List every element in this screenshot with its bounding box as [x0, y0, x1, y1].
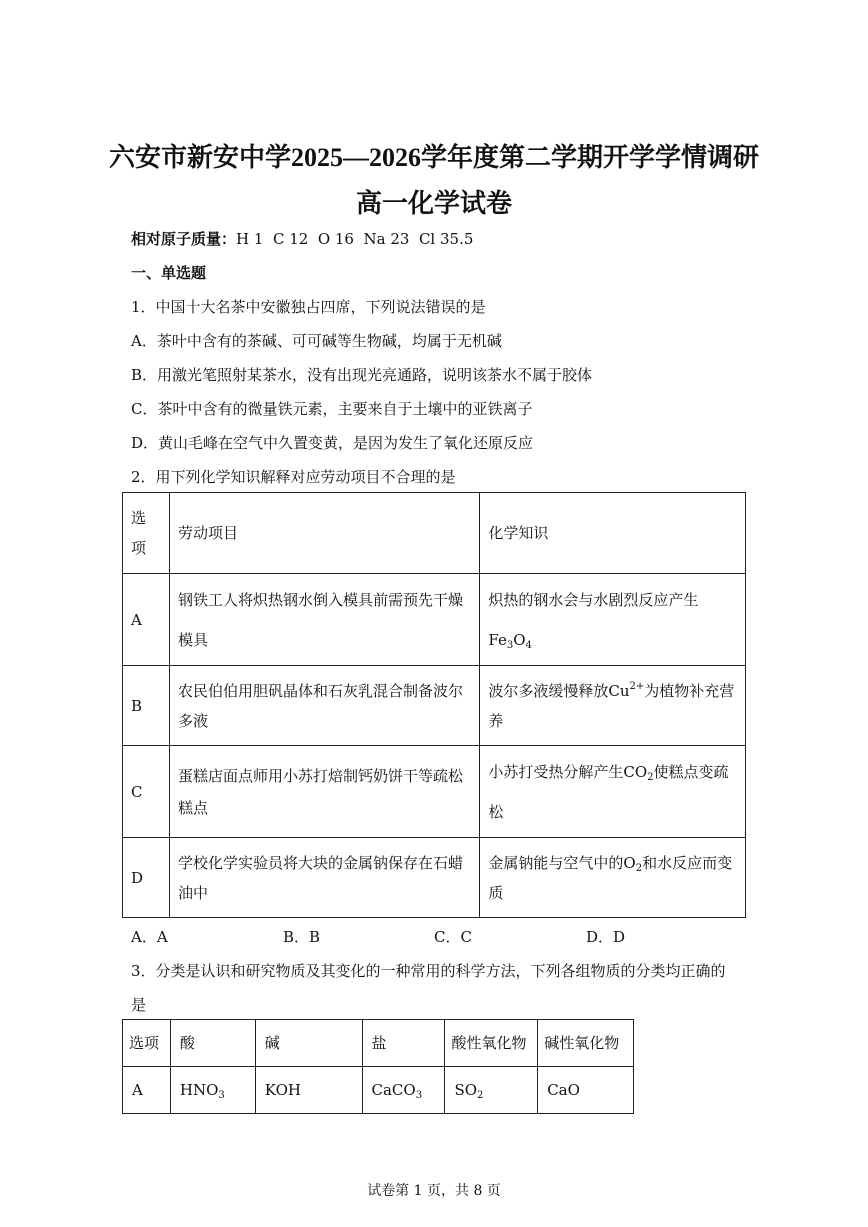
header-base: 碱	[255, 1020, 362, 1067]
row-knowledge: 炽热的钢水会与水剧烈反应产生 $Fe_3O_4$	[480, 574, 746, 666]
header-labor-project: 劳动项目	[169, 493, 479, 574]
row-project: 钢铁工人将炽热钢水倒入模具前需预先干燥模具	[169, 574, 479, 666]
q2-option-a: A．A	[131, 928, 168, 946]
header-acid: 酸	[170, 1020, 255, 1067]
cell-acid: $HNO_3$	[170, 1067, 255, 1114]
header-option: 选项	[123, 1020, 171, 1067]
exam-title-line1: 六安市新安中学2025—2026学年度第二学期开学学情调研	[108, 143, 759, 172]
table-header-row	[123, 493, 746, 574]
table-row	[123, 1067, 634, 1114]
row-knowledge: 波尔多液缓慢释放$Cu^{2+}$为植物补充营养	[480, 666, 746, 746]
q3-stem-line1: 3．分类是认识和研究物质及其变化的一种常用的科学方法，下列各组物质的分类均正确的	[131, 962, 726, 980]
row-option: B	[123, 666, 170, 746]
atomic-mass-line	[131, 228, 473, 249]
atomic-mass-label: 相对原子质量：	[131, 230, 237, 248]
q1-stem: 1．中国十大名茶中安徽独占四席，下列说法错误的是	[131, 298, 486, 316]
header-chem-knowledge: 化学知识	[480, 493, 746, 574]
cell-base: KOH	[255, 1067, 362, 1114]
cell-basic-oxide: CaO	[538, 1067, 634, 1114]
row-option: C	[123, 746, 170, 838]
row-project: 农民伯伯用胆矾晶体和石灰乳混合制备波尔多液	[169, 666, 479, 746]
page-footer: 试卷第 1 页，共 8 页	[367, 1183, 501, 1199]
q1-option-c: C．茶叶中含有的微量铁元素，主要来自于土壤中的亚铁离子	[131, 400, 533, 418]
q3-stem-line2: 是	[131, 996, 147, 1014]
table-row	[123, 746, 746, 838]
q2-option-c: C．C	[434, 928, 472, 946]
q1-option-d: D．黄山毛峰在空气中久置变黄，是因为发生了氧化还原反应	[131, 434, 534, 452]
cell-salt: CaCO$_3$	[362, 1067, 445, 1114]
q2-option-d: D．D	[586, 928, 626, 946]
header-acidic-oxide: 酸性氧化物	[445, 1020, 538, 1067]
row-option: A	[123, 1067, 171, 1114]
header-basic-oxide: 碱性氧化物	[538, 1020, 634, 1067]
table-row	[123, 574, 746, 666]
q1-option-b: B．用激光笔照射某茶水，没有出现光亮通路，说明该茶水不属于胶体	[131, 366, 593, 384]
section-heading-single-choice: 一、单选题	[131, 264, 207, 282]
q2-stem: 2．用下列化学知识解释对应劳动项目不合理的是	[131, 468, 456, 486]
q2-option-b: B．B	[283, 928, 321, 946]
row-option: A	[123, 574, 170, 666]
table-row	[123, 838, 746, 918]
header-option: 选项	[123, 493, 170, 574]
q2-table	[122, 492, 746, 918]
table-row	[123, 666, 746, 746]
exam-title-line2: 高一化学试卷	[355, 189, 512, 218]
cell-acidic-oxide: $SO_2$	[445, 1067, 538, 1114]
row-option: D	[123, 838, 170, 918]
atomic-mass-values: H 1 C 12 O 16 Na 23 Cl 35.5	[236, 230, 474, 248]
row-project: 学校化学实验员将大块的金属钠保存在石蜡油中	[169, 838, 479, 918]
q1-option-a: A．茶叶中含有的茶碱、可可碱等生物碱，均属于无机碱	[131, 332, 502, 350]
row-project: 蛋糕店面点师用小苏打焙制钙奶饼干等疏松糕点	[169, 746, 479, 838]
table-header-row	[123, 1020, 634, 1067]
row-knowledge: 金属钠能与空气中的$O_2$和水反应而变质	[480, 838, 746, 918]
header-salt: 盐	[362, 1020, 445, 1067]
q3-table	[122, 1019, 634, 1114]
row-knowledge: 小苏打受热分解产生$CO_2$使糕点变疏松	[480, 746, 746, 838]
